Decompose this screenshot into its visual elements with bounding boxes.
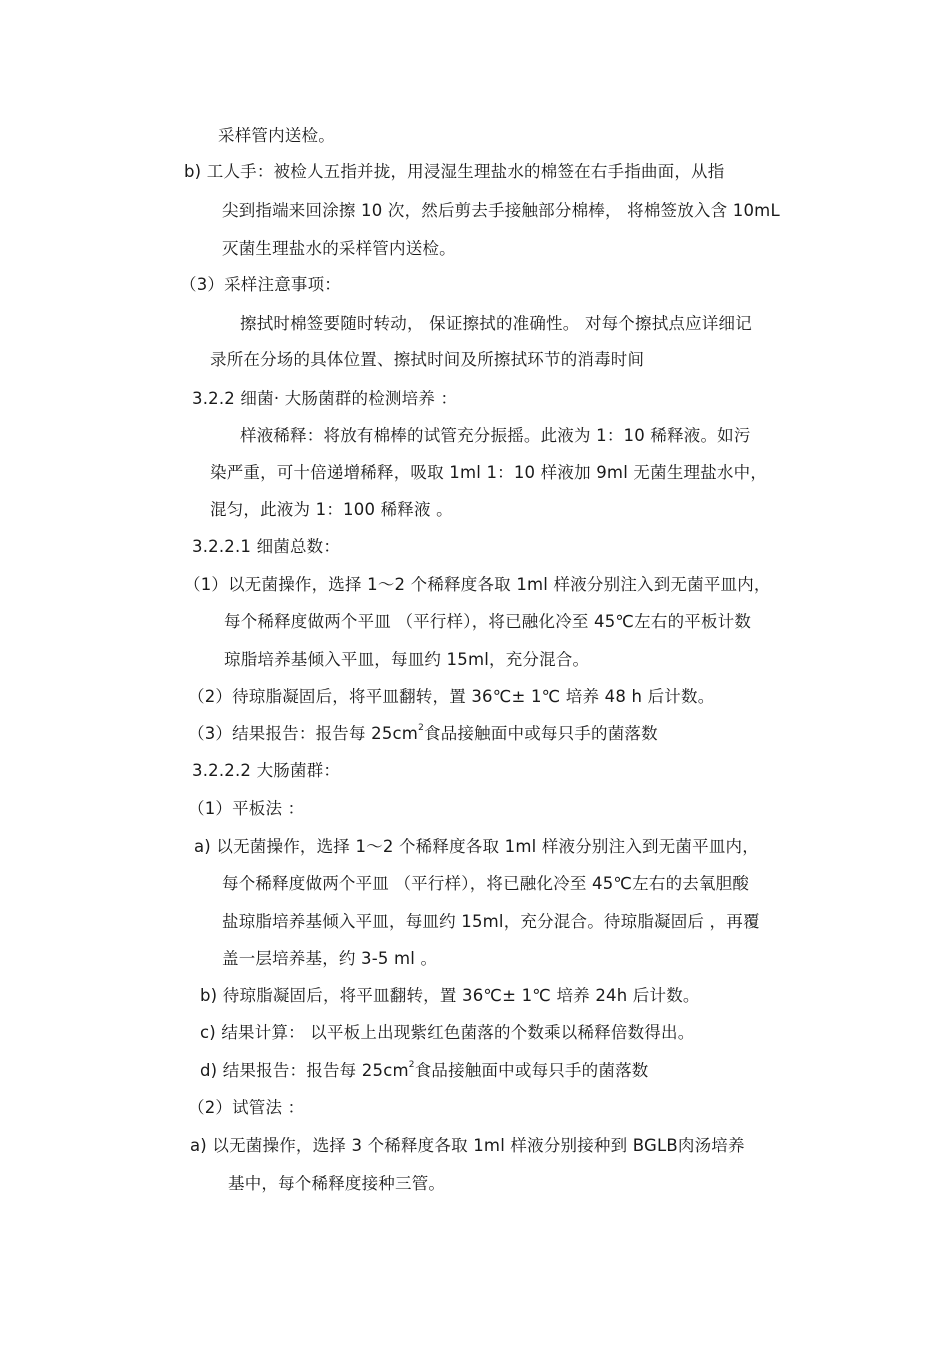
superscript: 2: [408, 1060, 415, 1070]
text-line: （1）平板法 ：: [188, 799, 305, 818]
report-text: d) 结果报告：报告每 25cm: [200, 1061, 409, 1080]
text-line: a) 以无菌操作，选择 1～2 个稀释度各取 1ml 样液分别注入到无菌平皿内，: [194, 837, 759, 856]
section-heading: 3.2.2.1 细菌总数：: [192, 537, 341, 556]
report-tail: 食品接触面中或每只手的菌落数: [424, 724, 658, 743]
text-line: （2）待琼脂凝固后，将平皿翻转，置 36℃± 1℃ 培养 48 h 后计数。: [188, 687, 715, 706]
report-tail: 食品接触面中或每只手的菌落数: [414, 1061, 649, 1080]
text-line: b) 工人手：被检人五指并拢，用浸湿生理盐水的棉签在右手指曲面，从指: [184, 162, 725, 181]
text-line: b) 待琼脂凝固后，将平皿翻转，置 36℃± 1℃ 培养 24h 后计数。: [200, 986, 700, 1005]
superscript: 2: [418, 723, 425, 733]
text-line: 采样管内送检。: [218, 126, 335, 145]
text-line: 每个稀释度做两个平皿 （平行样），将已融化冷至 45℃左右的平板计数: [224, 612, 752, 631]
text-line: 染严重，可十倍递增稀释，吸取 1ml 1：10 样液加 9ml 无菌生理盐水中，: [210, 463, 768, 482]
text-line: 每个稀释度做两个平皿 （平行样），将已融化冷至 45℃左右的去氧胆酸: [222, 874, 750, 893]
text-line: 擦拭时棉签要随时转动， 保证擦拭的准确性。 对每个擦拭点应详细记: [240, 314, 752, 333]
text-line: 基中，每个稀释度接种三管。: [228, 1174, 446, 1193]
text-line: 录所在分场的具体位置、擦拭时间及所擦拭环节的消毒时间: [210, 350, 645, 369]
text-line: 样液稀释：将放有棉棒的试管充分振摇。此液为 1：10 稀释液。如污: [240, 426, 751, 445]
text-line: （2）试管法 ：: [188, 1098, 305, 1117]
text-line: 混匀，此液为 1：100 稀释液 。: [210, 500, 453, 519]
text-line: [188, 723, 658, 745]
text-line: a) 以无菌操作，选择 3 个稀释度各取 1ml 样液分别接种到 BGLB肉汤培养: [190, 1136, 745, 1155]
text-line: （3）采样注意事项：: [180, 275, 341, 294]
section-heading: 3.2.2.2 大肠菌群：: [192, 761, 341, 780]
text-line: 盐琼脂培养基倾入平皿，每皿约 15ml，充分混合。待琼脂凝固后 ，再覆: [222, 912, 760, 931]
text-line: 盖一层培养基，约 3-5 ml 。: [222, 949, 438, 968]
report-text: （3）结果报告：报告每 25cm: [188, 724, 419, 743]
text-line: c) 结果计算： 以平板上出现紫红色菌落的个数乘以稀释倍数得出。: [200, 1023, 695, 1042]
text-line: [200, 1060, 649, 1082]
text-line: 尖到指端来回涂擦 10 次，然后剪去手接触部分棉棒， 将棉签放入含 10mL: [222, 201, 780, 220]
text-line: （1）以无菌操作，选择 1～2 个稀释度各取 1ml 样液分别注入到无菌平皿内，: [184, 575, 771, 594]
section-heading: 3.2.2 细菌· 大肠菌群的检测培养 ：: [192, 389, 458, 408]
text-line: 灭菌生理盐水的采样管内送检。: [222, 239, 456, 258]
text-line: 琼脂培养基倾入平皿，每皿约 15ml，充分混合。: [224, 650, 590, 669]
